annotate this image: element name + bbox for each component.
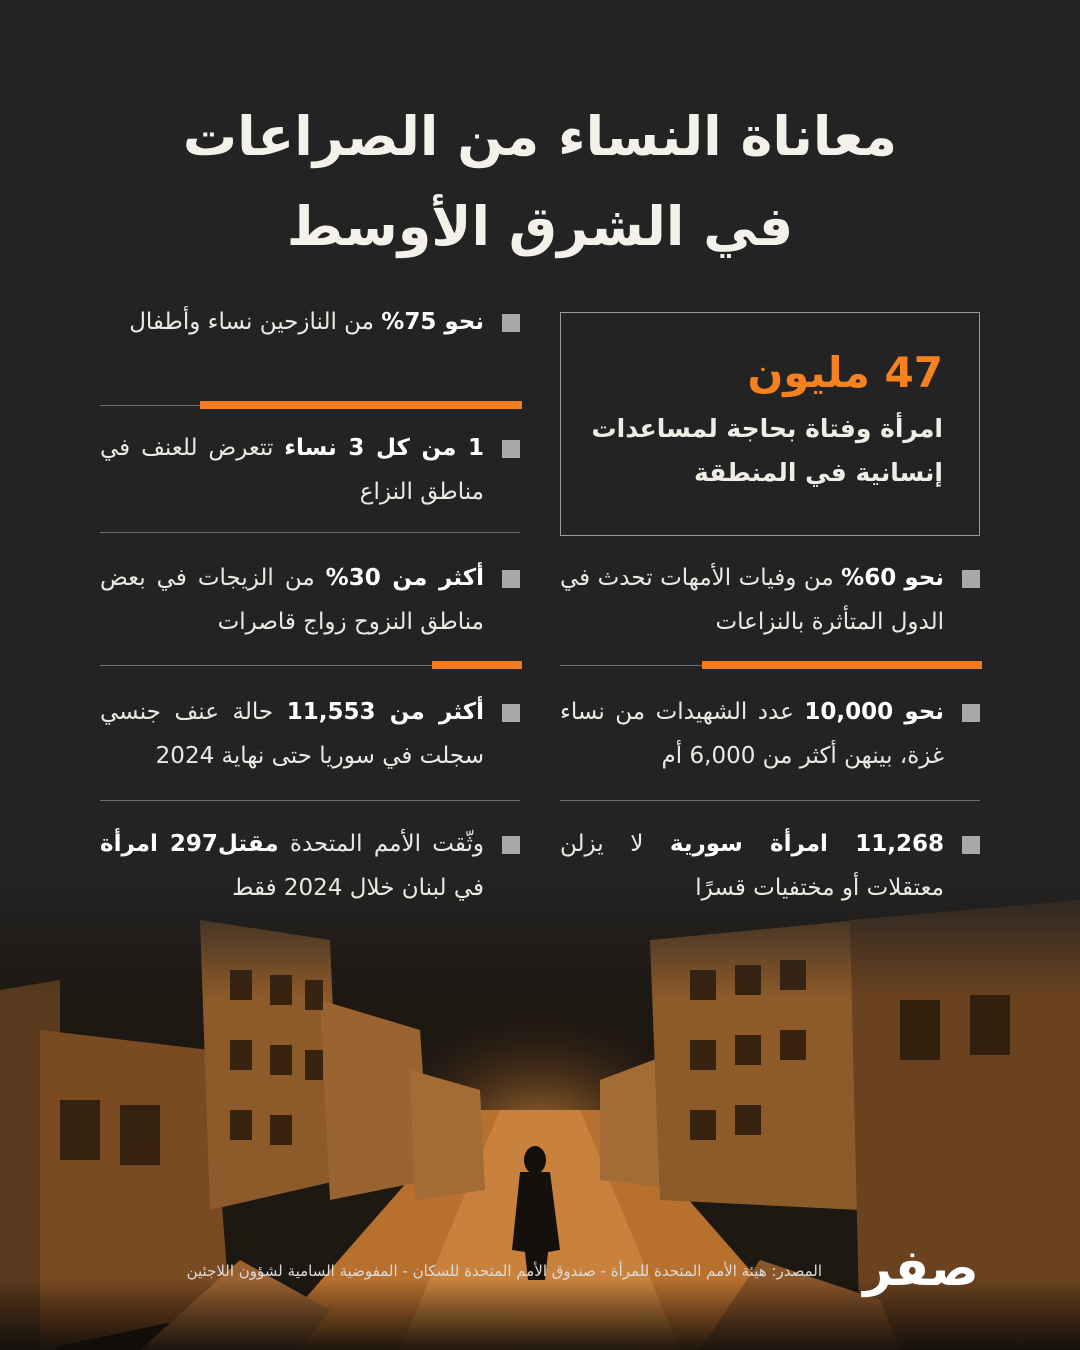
stat-highlight: 11,268 امرأة سورية	[669, 831, 944, 857]
stat-body: حالة عنف جنسي سجلت في سوريا حتى نهاية 2024	[100, 699, 484, 769]
page-title	[0, 92, 1080, 272]
stat-item-displaced	[100, 300, 520, 344]
stat-highlight: نحو 75%	[381, 309, 484, 335]
title-line-2: في الشرق الأوسط	[286, 195, 794, 258]
stat-item-maternal-deaths	[560, 556, 980, 644]
highlight-text	[581, 407, 943, 495]
square-bullet-icon	[962, 836, 980, 854]
stat-highlight: أكثر من 30%	[325, 565, 484, 591]
stat-body: عدد الشهيدات من نساء غزة، بينهن أكثر من 6,000 أم	[560, 699, 944, 769]
stat-text	[560, 690, 944, 778]
square-bullet-icon	[502, 704, 520, 722]
title-line-1: معاناة النساء من الصراعات	[182, 105, 898, 168]
stat-body: من النازحين نساء وأطفال	[129, 309, 382, 335]
stat-item-sexual-violence	[100, 690, 520, 778]
highlight-number: 47 مليون	[747, 348, 943, 397]
highlight-text-line-2: إنسانية في المنطقة	[693, 458, 943, 487]
stat-text	[100, 556, 484, 644]
square-bullet-icon	[502, 314, 520, 332]
highlight-text-line-1: امرأة وفتاة بحاجة لمساعدات	[591, 414, 943, 443]
stat-text	[100, 690, 484, 778]
accent-bar	[200, 401, 522, 409]
accent-bar	[432, 661, 522, 669]
stat-text	[100, 426, 484, 514]
stat-highlight: 1 من كل 3 نساء	[284, 435, 484, 461]
stat-body: من الزيجات في بعض مناطق النزوح زواج قاصرات	[100, 565, 484, 635]
source-caption: المصدر: هيئة الأمم المتحدة للمرأة - صندوق الأمم المتحدة للسكان - المفوضية السامية لشؤون اللاجئين	[186, 1262, 822, 1280]
stat-item-lebanon	[100, 822, 520, 910]
accent-bar	[702, 661, 982, 669]
stat-item-marriages	[100, 556, 520, 644]
stat-item-syria-detained	[560, 822, 980, 910]
stat-body: لا يزلن معتقلات أو مختفيات قسرًا	[560, 831, 944, 901]
stat-highlight: نحو 10,000	[804, 699, 944, 725]
square-bullet-icon	[962, 570, 980, 588]
stat-item-gaza	[560, 690, 980, 778]
stat-item-violence	[100, 426, 520, 514]
brand-logo: صفر	[863, 1239, 979, 1297]
square-bullet-icon	[502, 440, 520, 458]
stat-body: تتعرض للعنف في مناطق النزاع	[100, 435, 484, 505]
square-bullet-icon	[962, 704, 980, 722]
stat-body: في لبنان خلال 2024 فقط	[232, 875, 484, 901]
stat-highlight: أكثر من 11,553	[286, 699, 484, 725]
divider	[100, 532, 520, 533]
stat-text	[100, 300, 484, 344]
stat-lead: وثّقت الأمم المتحدة	[278, 831, 484, 857]
divider	[100, 800, 520, 801]
stat-highlight: مقتل297 امرأة	[100, 831, 279, 857]
stat-text	[560, 822, 944, 910]
divider	[560, 800, 980, 801]
stat-text	[560, 556, 944, 644]
square-bullet-icon	[502, 570, 520, 588]
stat-highlight: نحو 60%	[841, 565, 945, 591]
stat-body: من وفيات الأمهات تحدث في الدول المتأثرة بالنزاعات	[560, 565, 944, 635]
highlight-box	[560, 312, 980, 536]
square-bullet-icon	[502, 836, 520, 854]
stat-text	[100, 822, 484, 910]
